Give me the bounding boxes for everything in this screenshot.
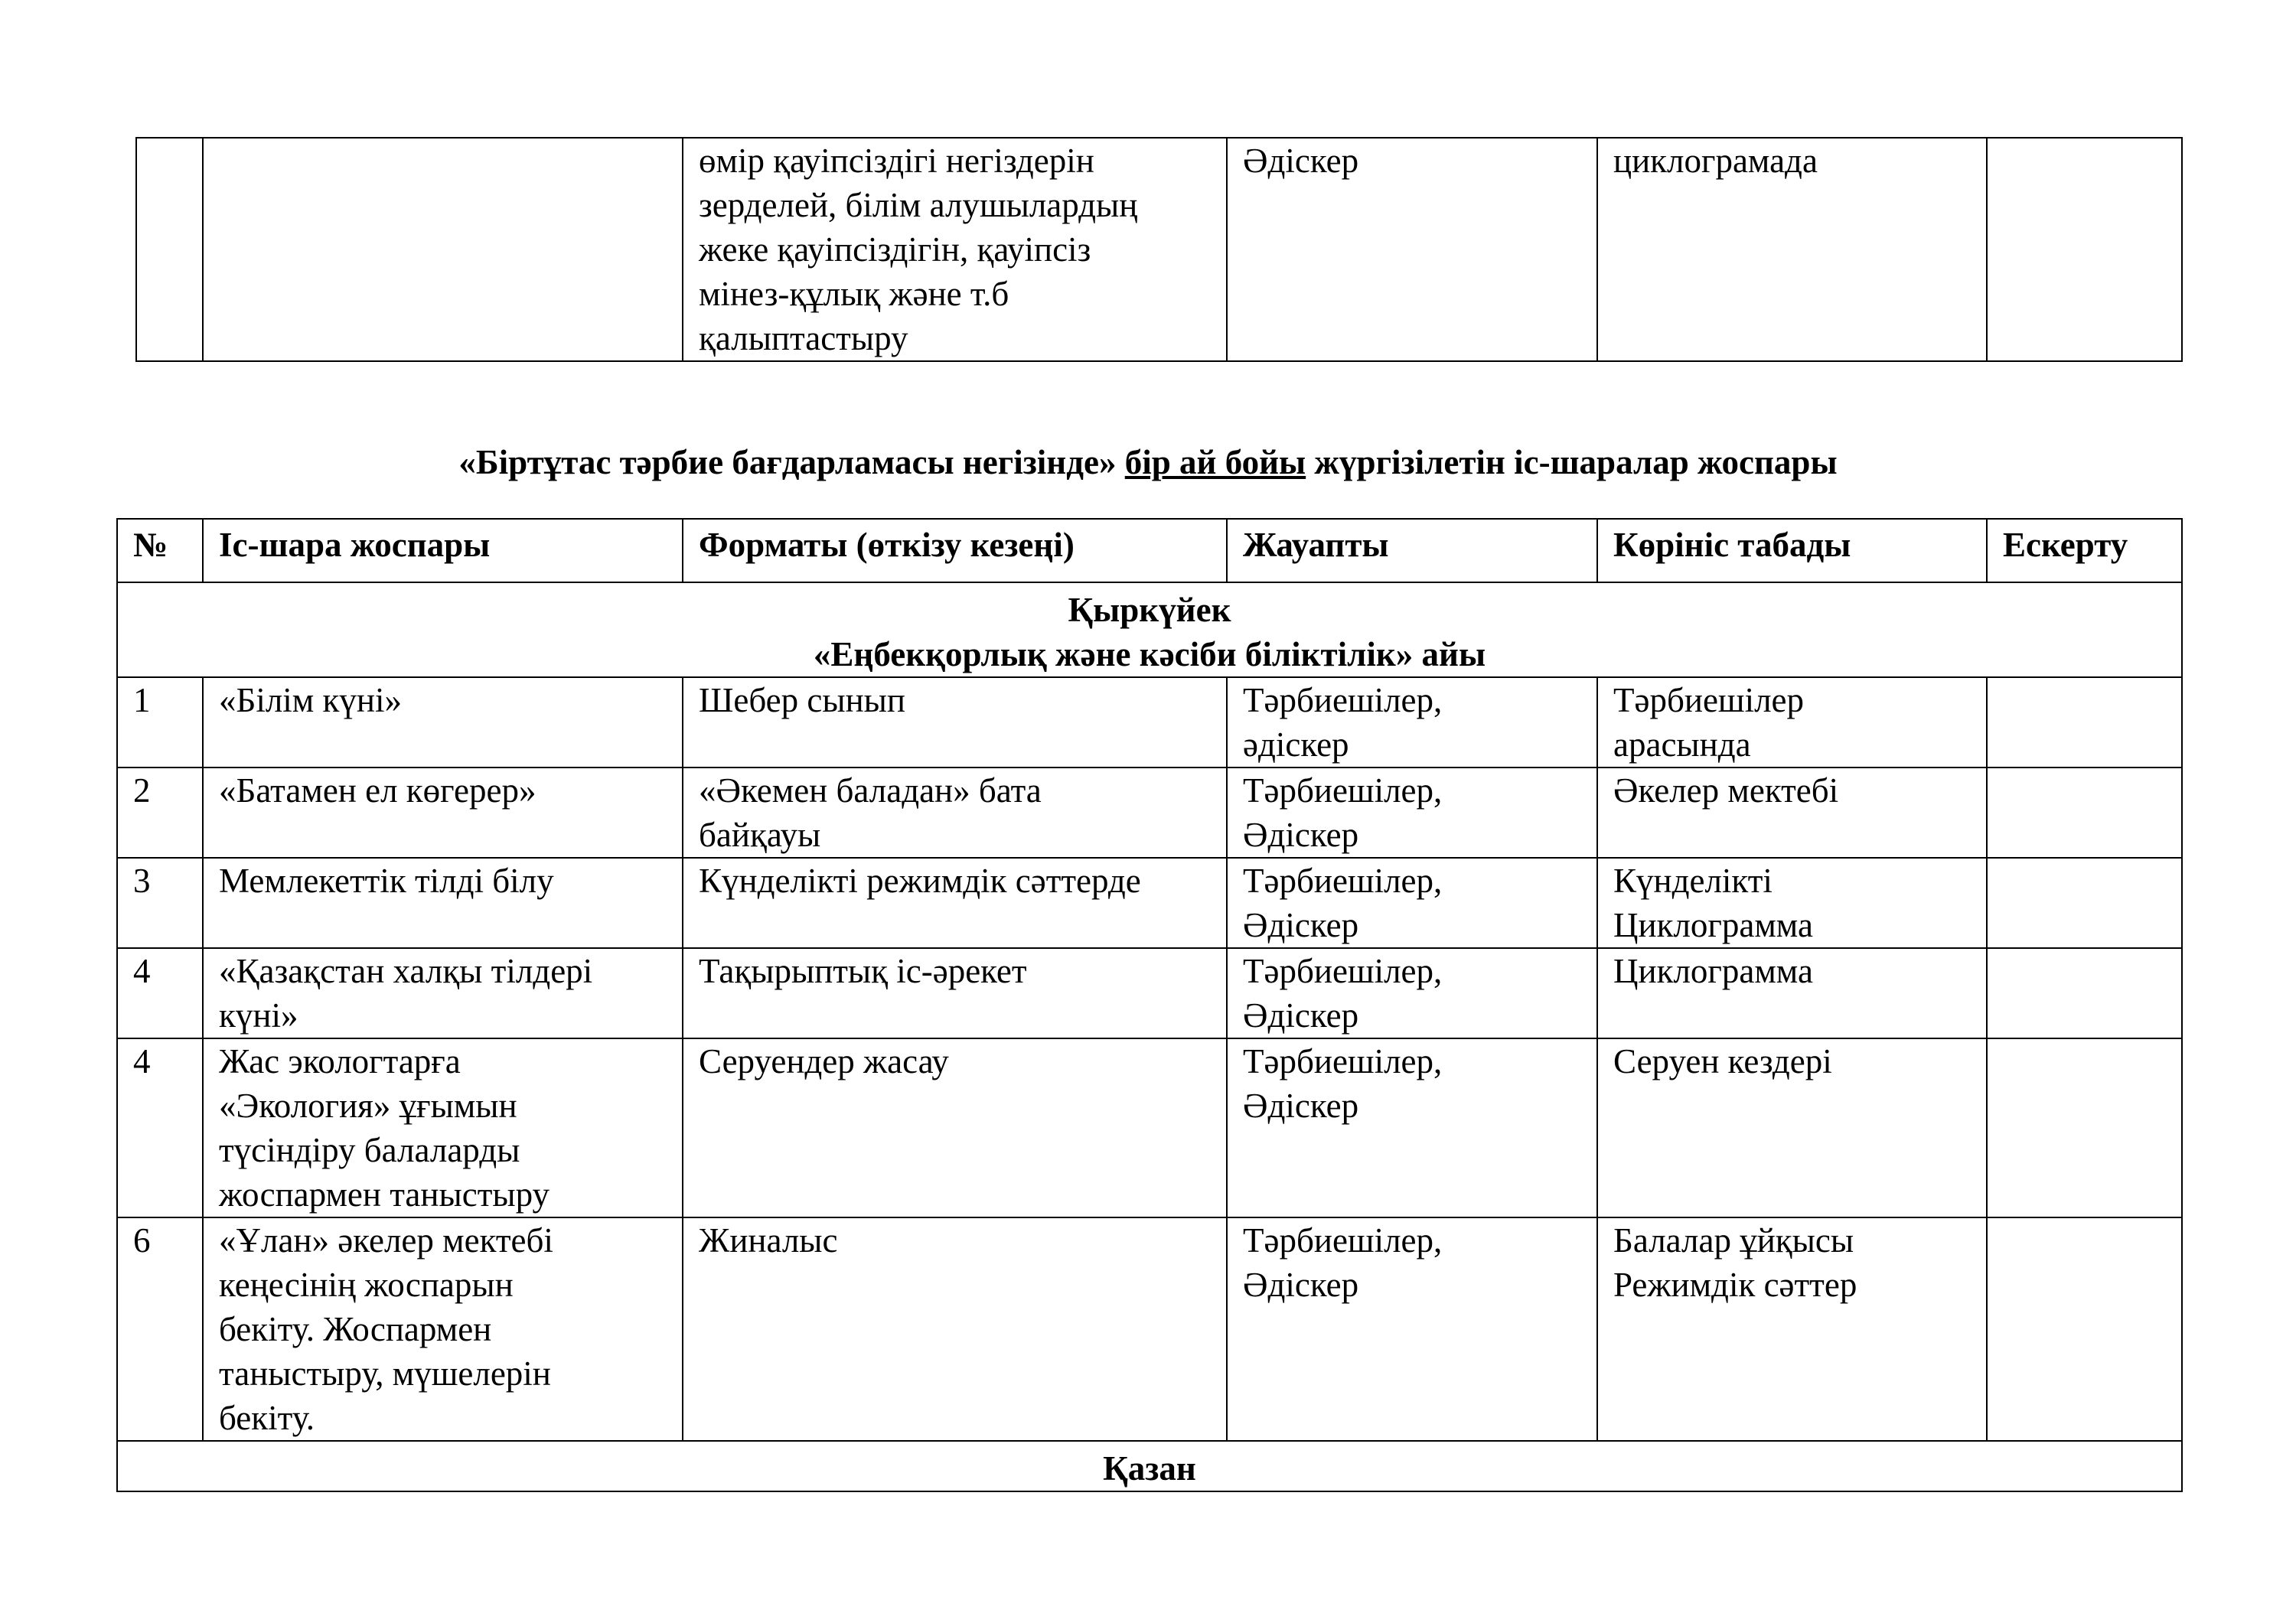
- cell-plan: [203, 138, 683, 361]
- events-plan-table: [116, 518, 2183, 1492]
- cell-num: 4: [117, 948, 203, 1038]
- cell-num: 6: [117, 1217, 203, 1441]
- cell-responsible: Тәрбиешілер, Әдіскер: [1227, 1038, 1597, 1217]
- month-name: Қыркүйек: [1068, 591, 1231, 629]
- table-row: [117, 768, 2182, 858]
- cell-reflected: Серуен кездері: [1597, 1038, 1987, 1217]
- cell-responsible: Әдіскер: [1227, 138, 1597, 361]
- month-cell: [117, 582, 2182, 677]
- month-name: Қазан: [1103, 1449, 1196, 1488]
- cell-plan: «Білім күні»: [203, 677, 683, 768]
- cell-reflected: Тәрбиешілер арасында: [1597, 677, 1987, 768]
- cell-reflected: Балалар ұйқысы Режимдік сәттер: [1597, 1217, 1987, 1441]
- cell-format: Шебер сынып: [683, 677, 1227, 768]
- table-row: [117, 948, 2182, 1038]
- continuation-table: [135, 137, 2183, 362]
- title-underlined: бір ай бойы: [1124, 443, 1306, 481]
- cell-num: [136, 138, 203, 361]
- cell-num: 3: [117, 858, 203, 948]
- month-theme: «Еңбекқорлық және кәсіби біліктілік» айы: [813, 635, 1486, 673]
- title-part-2: жүргізілетін іс-шаралар жоспары: [1306, 443, 1838, 481]
- cell-format: Тақырыптық іс-әрекет: [683, 948, 1227, 1038]
- header-plan: Іс-шара жоспары: [203, 519, 683, 582]
- table-row: [136, 138, 2182, 361]
- header-reflected: Көрініс табады: [1597, 519, 1987, 582]
- cell-reflected: Күнделікті Циклограмма: [1597, 858, 1987, 948]
- cell-format: Күнделікті режимдік сәттерде: [683, 858, 1227, 948]
- cell-responsible: Тәрбиешілер, әдіскер: [1227, 677, 1597, 768]
- cell-responsible: Тәрбиешілер, Әдіскер: [1227, 948, 1597, 1038]
- cell-plan: «Батамен ел көгерер»: [203, 768, 683, 858]
- table-row: [117, 1217, 2182, 1441]
- table-row: [117, 677, 2182, 768]
- header-note: Ескерту: [1987, 519, 2182, 582]
- cell-plan: «Қазақстан халқы тілдері күні»: [203, 948, 683, 1038]
- cell-format: «Әкемен баладан» бата байқауы: [683, 768, 1227, 858]
- cell-plan: «Ұлан» әкелер мектебі кеңесінің жоспарын бекіту. Жоспармен таныстыру, мүшелерін бекіту.: [203, 1217, 683, 1441]
- cell-plan: Жас экологтарға «Экология» ұғымын түсіндіру балаларды жоспармен таныстыру: [203, 1038, 683, 1217]
- month-row-september: [117, 582, 2182, 677]
- cell-note: [1987, 1217, 2182, 1441]
- header-row: [117, 519, 2182, 582]
- cell-format: Жиналыс: [683, 1217, 1227, 1441]
- month-cell: [117, 1441, 2182, 1491]
- month-row-october: [117, 1441, 2182, 1491]
- cell-num: 4: [117, 1038, 203, 1217]
- title-part-1: «Біртұтас тәрбие бағдарламасы негізінде»: [458, 443, 1125, 481]
- table-row: [117, 858, 2182, 948]
- header-responsible: Жауапты: [1227, 519, 1597, 582]
- cell-format: өмір қауіпсіздігі негіздерін зерделей, білім алушылардың жеке қауіпсіздігін, қауіпсіз мінез-құлық және т.б қалыптастыру: [683, 138, 1227, 361]
- table-row: [117, 1038, 2182, 1217]
- cell-note: [1987, 138, 2182, 361]
- cell-note: [1987, 768, 2182, 858]
- cell-responsible: Тәрбиешілер, Әдіскер: [1227, 858, 1597, 948]
- document-title: [0, 440, 2296, 484]
- cell-note: [1987, 858, 2182, 948]
- cell-reflected: циклограмада: [1597, 138, 1987, 361]
- cell-responsible: Тәрбиешілер, Әдіскер: [1227, 1217, 1597, 1441]
- cell-note: [1987, 677, 2182, 768]
- cell-plan: Мемлекеттік тілді білу: [203, 858, 683, 948]
- cell-reflected: Әкелер мектебі: [1597, 768, 1987, 858]
- header-format: Форматы (өткізу кезеңі): [683, 519, 1227, 582]
- cell-format: Серуендер жасау: [683, 1038, 1227, 1217]
- cell-num: 1: [117, 677, 203, 768]
- cell-num: 2: [117, 768, 203, 858]
- cell-reflected: Циклограмма: [1597, 948, 1987, 1038]
- cell-note: [1987, 1038, 2182, 1217]
- cell-responsible: Тәрбиешілер, Әдіскер: [1227, 768, 1597, 858]
- header-num: №: [117, 519, 203, 582]
- cell-note: [1987, 948, 2182, 1038]
